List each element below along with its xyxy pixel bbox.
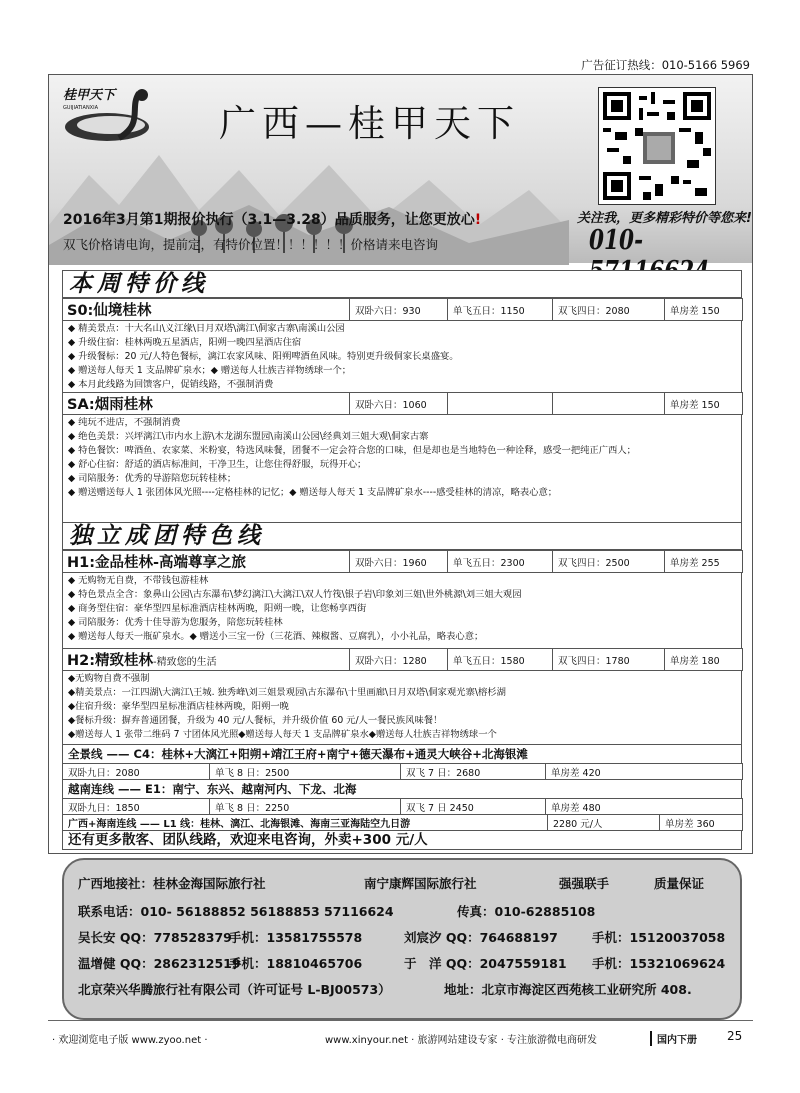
- footer-divider: [48, 1020, 753, 1021]
- fax: 传真：010-62885108: [457, 904, 596, 919]
- price-double-flight: 双飞四日：2500: [553, 551, 665, 573]
- agent-qq: 温增健 QQ：2862312519: [78, 956, 241, 971]
- ad-hotline: 广告征订热线：010-5166 5969: [581, 58, 750, 72]
- follow-slogan: 关注我，更多精彩特价等您来!: [577, 211, 752, 226]
- route-details-h2: [62, 670, 742, 744]
- slogan-strong: 强强联手: [559, 876, 610, 891]
- agent-mobile: 手机：15321069624: [592, 956, 726, 971]
- footer-category: 国内下册: [650, 1031, 697, 1046]
- contact-panel: [62, 858, 742, 1020]
- price-period-tail: !: [474, 212, 482, 228]
- route-details-sa: [62, 414, 742, 522]
- qr-code[interactable]: [598, 87, 716, 205]
- route-title-l1: 广西+海南连线 —— L1 线：桂林、漓江、北海银滩、海南三亚海陆空九日游: [63, 815, 548, 831]
- section-weekly-specials: 本周特价线: [62, 270, 742, 298]
- route-details-h1: [62, 572, 742, 648]
- price-period-text: 2016年3月第1期报价执行（3.1—3.28）品质服务，让您更放心: [63, 212, 475, 228]
- section-private-tours: 独立成团特色线: [62, 522, 742, 550]
- list-item: ◆ 赠送每人每天 1 支品牌矿泉水；◆ 赠送每人壮族吉祥物绣球一个；: [68, 365, 352, 376]
- svg-text:桂甲天下: 桂甲天下: [63, 88, 116, 103]
- more-routes-note: 还有更多散客、团队线路，欢迎来电咨询，外卖+300 元/人: [62, 830, 742, 850]
- list-item: ◆赠送每人 1 张带二维码 7 寸团体风光照◆赠送每人每天 1 支品牌矿泉水◆赠送每人壮族吉祥物绣球一个: [68, 729, 497, 740]
- route-details-s0: [62, 320, 742, 392]
- price-single-flight: 单飞五日：1580: [448, 649, 553, 671]
- price-sleeper: 双卧九日：1850: [63, 799, 210, 815]
- price-sleeper: 双卧六日：1960: [350, 551, 448, 573]
- route-row-l1[interactable]: [62, 814, 743, 831]
- route-prices-e1: [62, 798, 743, 815]
- route-name: SA:烟雨桂林: [63, 393, 350, 415]
- price-period: [63, 209, 481, 229]
- route-name: H1:金品桂林-高端尊享之旅: [63, 551, 350, 573]
- page-number: 25: [727, 1029, 743, 1043]
- route-title-e1[interactable]: 越南连线 —— E1：南宁、东兴、越南河内、下龙、北海: [62, 779, 742, 798]
- brand-logo: [59, 83, 159, 151]
- contact-phones: 联系电话：010- 56188852 56188853 57116624: [78, 904, 394, 919]
- list-item: ◆ 绝色美景：兴坪漓江\市内水上游\木龙湖东盟园\南溪山公园\经典刘三姐大观\侗家古寨: [68, 431, 429, 442]
- route-name: [63, 649, 350, 671]
- list-item: ◆ 特色景点全含：象鼻山公园\古东瀑布\梦幻漓江\大漓江\双人竹筏\银子岩\印象刘三姐\世外桃源\刘三姐大观园: [68, 589, 522, 600]
- list-item: ◆ 商务型住宿：豪华型四星标准酒店桂林两晚，阳朔一晚，让您畅享西街: [68, 603, 367, 614]
- route-row-sa[interactable]: [62, 392, 743, 415]
- page-title: 广西—桂甲天下: [219, 102, 520, 145]
- price-double-flight: [553, 393, 665, 415]
- list-item: ◆ 赠送赠送每人 1 张团体风光照----定格桂林的记忆；◆ 赠送每人每天 1 支品牌矿泉水----感受桂林的清凉，略表心意；: [68, 487, 558, 498]
- route-title-c4[interactable]: 全景线 —— C4：桂林+大漓江+阳朔+靖江王府+南宁+德天瀑布+通灵大峡谷+北海银滩: [62, 744, 742, 763]
- price-per-person: 2280 元/人: [548, 815, 660, 831]
- single-room-supplement: 单房差 180: [665, 649, 743, 671]
- footer-ebook-link[interactable]: · 欢迎浏览电子版 www.zyoo.net ·: [52, 1035, 208, 1046]
- price-sleeper: 双卧六日：1060: [350, 393, 448, 415]
- price-double-flight: 双飞四日：2080: [553, 299, 665, 321]
- price-single-flight: 单飞五日：1150: [448, 299, 553, 321]
- price-single-flight: [448, 393, 553, 415]
- company-license: 北京荣兴华腾旅行社有限公司（许可证号 L-BJ00573）: [78, 982, 391, 997]
- list-item: ◆ 升级住宿：桂林两晚五星酒店，阳朔一晚四星酒店住宿: [68, 337, 302, 348]
- price-sleeper: 双卧九日：2080: [63, 764, 210, 780]
- single-room-supplement: 单房差 150: [665, 393, 743, 415]
- price-notice: 双飞价格请电询，提前定，有特价位置！！！！！！价格请来电咨询: [63, 237, 439, 252]
- single-room-supplement: 单房差 480: [546, 799, 743, 815]
- list-item: ◆无购物自费不强制: [68, 673, 150, 684]
- route-name: S0:仙境桂林: [63, 299, 350, 321]
- slogan-quality: 质量保证: [654, 876, 705, 891]
- price-sleeper: 双卧六日：1280: [350, 649, 448, 671]
- footer-website[interactable]: www.xinyour.net · 旅游网站建设专家 · 专注旅游微电商研发: [325, 1035, 598, 1046]
- ground-agency: 广西地接社：桂林金海国际旅行社: [78, 876, 266, 891]
- price-single-flight: 单飞五日：2300: [448, 551, 553, 573]
- route-row-h2[interactable]: [62, 648, 743, 671]
- price-single-flight: 单飞 8 日：2500: [210, 764, 401, 780]
- list-item: ◆ 无购物无自费，不带钱包游桂林: [68, 575, 209, 586]
- price-double-flight: 双飞四日：1780: [553, 649, 665, 671]
- route-name-text: H2:精致桂林: [67, 653, 154, 669]
- single-room-supplement: 单房差 150: [665, 299, 743, 321]
- list-item: ◆住宿升级：豪华型四星标准酒店桂林两晚，阳朔一晚: [68, 701, 289, 712]
- agent-qq: 于 洋 QQ：2047559181: [404, 956, 567, 971]
- agent-mobile: 手机：13581755578: [229, 930, 363, 945]
- list-item: ◆ 舒心住宿：舒适的酒店标准间，干净卫生，让您住得舒服，玩得开心；: [68, 459, 367, 470]
- route-row-h1[interactable]: [62, 550, 743, 573]
- route-row-s0[interactable]: [62, 298, 743, 321]
- single-room-supplement: 单房差 360: [660, 815, 743, 831]
- svg-text:GUIJIATIANXIA: GUIJIATIANXIA: [63, 105, 98, 111]
- company-address: 地址：北京市海淀区西苑核工业研究所 408.: [444, 982, 692, 997]
- list-item: ◆ 司陪服务：优秀的导游陪您玩转桂林；: [68, 473, 237, 484]
- price-single-flight: 单飞 8 日：2250: [210, 799, 401, 815]
- agent-mobile: 手机：15120037058: [592, 930, 726, 945]
- banner: [49, 75, 752, 263]
- route-prices-c4: [62, 763, 743, 780]
- route-subtitle: -精致您的生活: [153, 657, 217, 668]
- list-item: ◆ 本月此线路为回馈客户，促销线路，不强制消费: [68, 379, 274, 390]
- list-item: ◆ 赠送每人每天一瓶矿泉水。◆ 赠送小三宝一份（三花酒、辣椒酱、豆腐乳），小小礼品，略表心意；: [68, 631, 484, 642]
- list-item: ◆ 特色餐饮：啤酒鱼、农家菜、米粉宴，特选风味餐，团餐不一定会符合您的口味，但是却也是当地特色一种诠释，感受一把纯正广西人；: [68, 445, 636, 456]
- single-room-supplement: 单房差 420: [546, 764, 743, 780]
- price-double-flight: 双飞 7 日：2680: [401, 764, 546, 780]
- partner-agency: 南宁康辉国际旅行社: [364, 876, 477, 891]
- agent-qq: 刘宸汐 QQ：764688197: [404, 930, 558, 945]
- agent-mobile: 手机：18810465706: [229, 956, 363, 971]
- price-sleeper: 双卧六日：930: [350, 299, 448, 321]
- list-item: ◆ 司陪服务：优秀十佳导游为您服务，陪您玩转桂林: [68, 617, 283, 628]
- single-room-supplement: 单房差 255: [665, 551, 743, 573]
- list-item: ◆ 升级餐标：20 元/人特色餐标，漓江农家风味、阳朔啤酒鱼风味。特别更升级侗家长桌盛宴。: [68, 351, 459, 362]
- list-item: ◆ 纯玩不进店，不强制消费: [68, 417, 181, 428]
- list-item: ◆精美景点：一江四湖\大漓江\王城. 独秀峰\刘三姐景观园\古东瀑布\十里画廊\日月双塔\侗家观光寨\榕杉湖: [68, 687, 506, 698]
- agent-qq: 吴长安 QQ：778528379: [78, 930, 232, 945]
- price-double-flight: 双飞 7 日 2450: [401, 799, 546, 815]
- consult-phone: 010-: [589, 225, 644, 256]
- list-item: ◆ 精美景点：十大名山\义江缘\日月双塔\漓江\侗家古寨\南溪山公园: [68, 323, 345, 334]
- list-item: ◆餐标升级：摒弃普通团餐，升级为 40 元/人餐标，并升级价值 60 元/人一餐民族风味餐！: [68, 715, 443, 726]
